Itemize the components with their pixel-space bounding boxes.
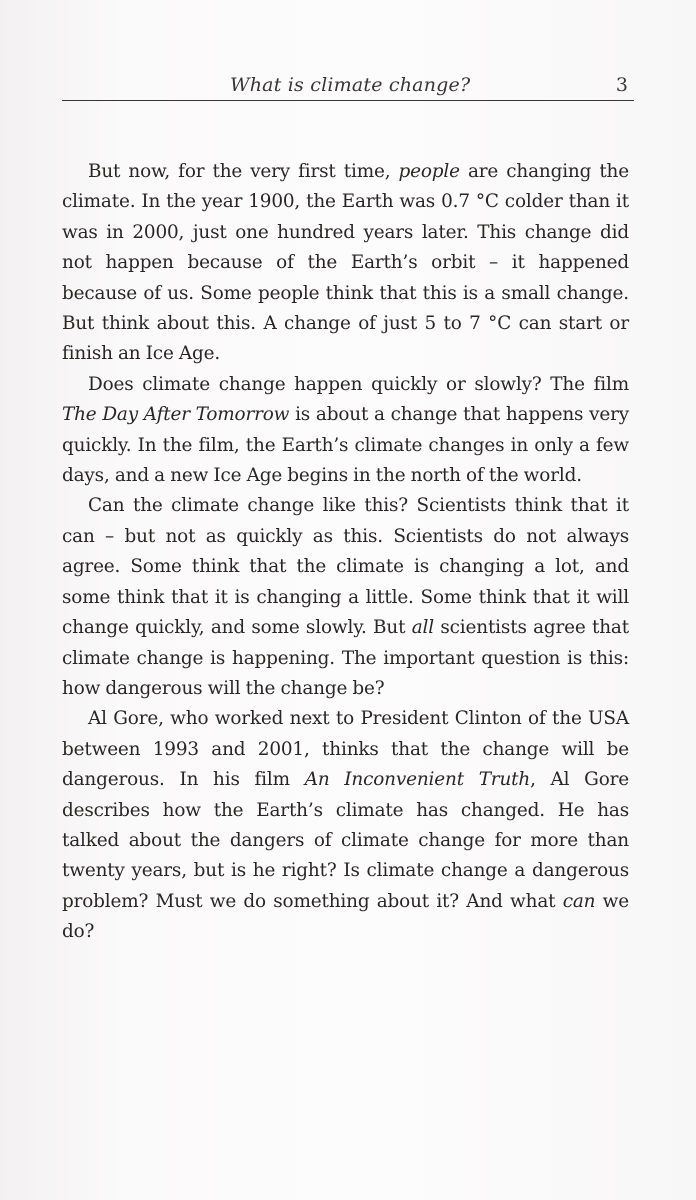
film-title: An Inconvenient Truth [304,769,531,791]
emphasis: people [398,161,460,182]
body-text [62,157,629,948]
running-header [62,74,634,101]
emphasis: all [411,617,434,639]
paragraph: Al Gore, who worked next to President Clinton of the USA between 1993 and 2001, thinks that the change will be dangerous. In his film An Inconvenient Truth, Al Gore describes how the Earth’s climate has changed. He has talked about the dangers of climate change for more than twenty years, but is he right? Is climate change a dangerous problem? Must we do something about it? And what can we do? [62,708,629,943]
paragraph: Does climate change happen quickly or slowly? The film The Day After Tomorrow is about a change that happens very quickly. In the film, the Earth’s climate changes in only a few days, and a new Ice Age begins in the north of the world. [62,373,629,487]
chapter-title: What is climate change? [230,74,471,96]
paragraph: Can the climate change like this? Scientists think that it can – but not as quickly as this. Scientists do not always agree. Some think that the climate is changing a lot, and some think that it is changing a little. Some think that it will change quickly, and some slowly. But all scientists agree that climate change is happening. The important question is this: how dangerous will the change be? [62,495,629,699]
film-title: The Day After Tomorrow [62,404,290,426]
emphasis: can [562,890,596,912]
page-number: 3 [615,74,628,96]
paragraph: But now, for the very first time, people are changing the climate. In the year 1900, the Earth was 0.7 °C colder than it was in 2000, just one hundred years later. This change did not happen because of the Earth’s orbit – it happened because of us. Some people think that this is a small change. But think about this. A change of just 5 to 7 °C can start or finish an Ice Age. [62,161,629,365]
